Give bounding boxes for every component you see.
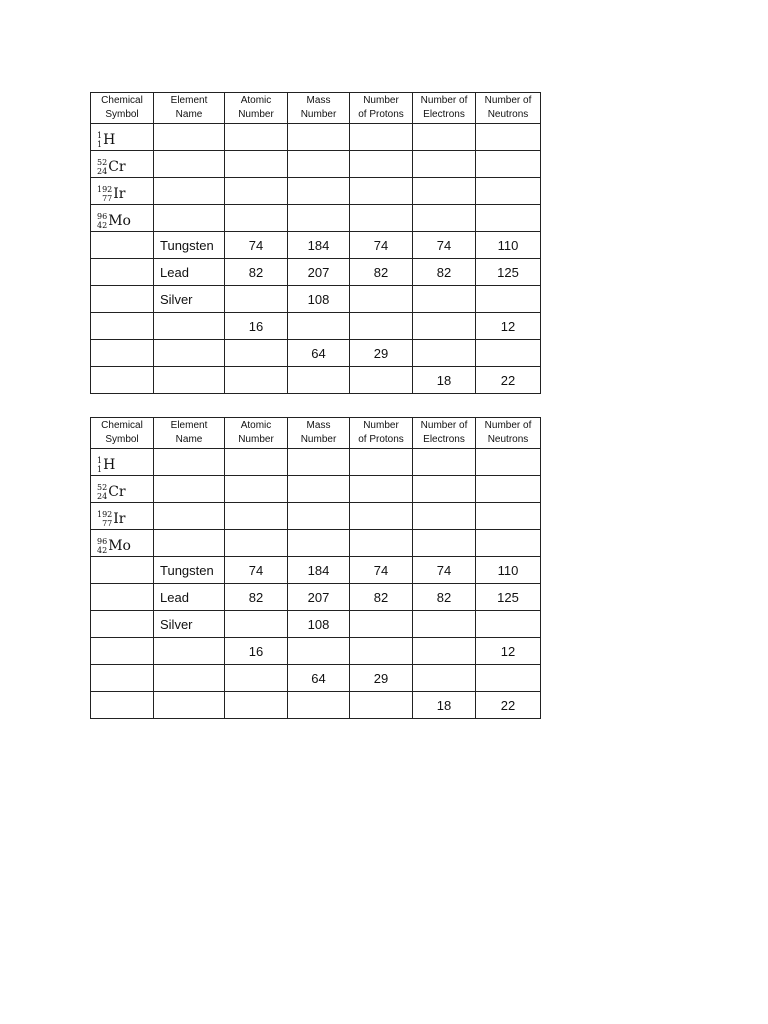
atomic-number-subscript: 24 [97,491,108,501]
atomic-number-subscript: 42 [97,220,108,230]
element-name-cell: Silver [154,611,225,638]
atomic-number-cell[interactable] [225,503,288,530]
mass-number-cell: 184 [288,557,350,584]
chemical-symbol-cell[interactable] [91,313,154,340]
table-row [91,232,541,259]
electrons-cell[interactable] [413,638,476,665]
header-chemical-symbol: Chemical Symbol [91,418,154,449]
element-name-cell: Lead [154,584,225,611]
atomic-number-cell: 16 [225,313,288,340]
header-chemical-symbol: Chemical Symbol [91,93,154,124]
chemical-symbol-cell [91,205,154,232]
electrons-cell[interactable] [413,449,476,476]
protons-cell[interactable] [350,367,413,394]
element-name-cell[interactable] [154,692,225,719]
mass-number-cell: 64 [288,665,350,692]
chemical-symbol-cell[interactable] [91,611,154,638]
mass-number-cell[interactable] [288,124,350,151]
table-row [91,313,541,340]
element-name-cell[interactable] [154,340,225,367]
mass-number-superscript: 52 [97,157,108,167]
header-row [91,418,541,449]
nuclide-notation [97,537,131,555]
electrons-cell[interactable] [413,151,476,178]
protons-cell: 82 [350,259,413,286]
chemical-symbol-cell [91,151,154,178]
electrons-cell[interactable] [413,313,476,340]
element-symbol: Mo [108,537,131,554]
protons-cell: 29 [350,340,413,367]
atomic-number-cell[interactable] [225,205,288,232]
electrons-cell: 82 [413,259,476,286]
header-number-of-electrons: Number of Electrons [413,93,476,124]
mass-number-superscript: 96 [97,536,108,546]
nuclide-notation [97,456,115,474]
mass-number-cell[interactable] [288,476,350,503]
element-name-cell: Tungsten [154,232,225,259]
mass-number-cell[interactable] [288,151,350,178]
neutrons-cell: 12 [476,638,541,665]
atomic-number-cell: 74 [225,232,288,259]
chemical-symbol-cell[interactable] [91,340,154,367]
element-name-cell[interactable] [154,503,225,530]
table-row [91,259,541,286]
chemical-symbol-cell [91,449,154,476]
atomic-number-subscript: 42 [97,545,108,555]
chemical-symbol-cell [91,476,154,503]
atomic-number-cell[interactable] [225,124,288,151]
protons-cell[interactable] [350,178,413,205]
table-row [91,611,541,638]
table-row [91,340,541,367]
neutrons-cell: 110 [476,232,541,259]
element-name-cell[interactable] [154,367,225,394]
protons-cell[interactable] [350,313,413,340]
element-name-cell: Lead [154,259,225,286]
element-name-cell[interactable] [154,665,225,692]
atomic-number-cell[interactable] [225,286,288,313]
header-atomic-number: Atomic Number [225,418,288,449]
neutrons-cell[interactable] [476,611,541,638]
mass-number-superscript: 96 [97,211,108,221]
electrons-cell: 18 [413,692,476,719]
neutrons-cell[interactable] [476,665,541,692]
atomic-number-cell[interactable] [225,449,288,476]
mass-number-cell[interactable] [288,178,350,205]
neutrons-cell: 125 [476,584,541,611]
header-number-of-neutrons: Number of Neutrons [476,93,541,124]
electrons-cell[interactable] [413,503,476,530]
atomic-number-cell[interactable] [225,530,288,557]
neutrons-cell[interactable] [476,449,541,476]
mass-number-cell[interactable] [288,367,350,394]
nuclide-notation [97,131,115,149]
nuclide-notation [97,483,126,501]
mass-number-cell: 108 [288,286,350,313]
atomic-number-cell: 82 [225,584,288,611]
chemical-symbol-cell [91,503,154,530]
header-atomic-number: Atomic Number [225,93,288,124]
header-mass-number: Mass Number [288,93,350,124]
mass-number-cell[interactable] [288,313,350,340]
element-symbol: Ir [113,185,126,202]
element-symbol: Ir [113,510,126,527]
mass-number-cell[interactable] [288,205,350,232]
atomic-number-cell[interactable] [225,692,288,719]
chemical-symbol-cell [91,530,154,557]
electrons-cell[interactable] [413,286,476,313]
neutrons-cell[interactable] [476,178,541,205]
protons-cell: 74 [350,232,413,259]
header-number-of-electrons: Number of Electrons [413,418,476,449]
neutrons-cell[interactable] [476,205,541,232]
protons-cell: 29 [350,665,413,692]
table-row [91,205,541,232]
element-symbol: H [103,131,116,148]
protons-cell[interactable] [350,286,413,313]
table-row [91,449,541,476]
electrons-cell: 74 [413,232,476,259]
electrons-cell: 82 [413,584,476,611]
protons-cell: 74 [350,557,413,584]
atomic-number-cell[interactable] [225,178,288,205]
table-row [91,124,541,151]
electrons-cell[interactable] [413,178,476,205]
atomic-number-cell[interactable] [225,367,288,394]
table-row [91,503,541,530]
atomic-number-subscript: 1 [97,464,103,474]
mass-number-superscript: 192 [97,509,113,519]
element-symbol: Cr [108,483,126,500]
protons-cell[interactable] [350,124,413,151]
protons-cell[interactable] [350,449,413,476]
neutrons-cell: 22 [476,367,541,394]
neutrons-cell[interactable] [476,476,541,503]
nuclide-notation [97,185,126,203]
electrons-cell[interactable] [413,665,476,692]
chemical-symbol-cell[interactable] [91,584,154,611]
mass-number-superscript: 1 [97,130,103,140]
protons-cell[interactable] [350,611,413,638]
mass-number-superscript: 192 [97,184,113,194]
chemical-symbol-cell[interactable] [91,665,154,692]
electrons-cell[interactable] [413,530,476,557]
mass-number-cell: 184 [288,232,350,259]
electrons-cell[interactable] [413,124,476,151]
chemical-symbol-cell[interactable] [91,232,154,259]
protons-cell[interactable] [350,530,413,557]
atomic-number-cell[interactable] [225,476,288,503]
nuclide-notation [97,158,126,176]
table-row [91,638,541,665]
mass-number-cell: 64 [288,340,350,367]
header-row [91,93,541,124]
mass-number-cell[interactable] [288,692,350,719]
element-name-cell[interactable] [154,124,225,151]
table-row [91,286,541,313]
element-name-cell[interactable] [154,449,225,476]
atomic-number-subscript: 24 [97,166,108,176]
chemical-symbol-cell[interactable] [91,557,154,584]
mass-number-cell: 207 [288,259,350,286]
protons-cell[interactable] [350,692,413,719]
neutrons-cell[interactable] [476,124,541,151]
atomic-number-cell: 74 [225,557,288,584]
chemical-symbol-cell [91,124,154,151]
table-row [91,178,541,205]
chemical-symbol-cell[interactable] [91,638,154,665]
protons-cell[interactable] [350,476,413,503]
mass-number-cell[interactable] [288,449,350,476]
atomic-number-cell[interactable] [225,151,288,178]
header-element-name: Element Name [154,418,225,449]
nuclide-notation [97,510,126,528]
protons-cell[interactable] [350,205,413,232]
electrons-cell[interactable] [413,340,476,367]
neutrons-cell[interactable] [476,286,541,313]
atomic-number-subscript: 77 [102,518,113,528]
neutrons-cell[interactable] [476,530,541,557]
mass-number-cell: 207 [288,584,350,611]
electrons-cell[interactable] [413,476,476,503]
electrons-cell[interactable] [413,611,476,638]
mass-number-cell: 108 [288,611,350,638]
neutrons-cell[interactable] [476,340,541,367]
nuclide-notation [97,212,131,230]
element-name-cell: Tungsten [154,557,225,584]
element-symbol: Cr [108,158,126,175]
neutrons-cell: 22 [476,692,541,719]
protons-cell[interactable] [350,151,413,178]
element-name-cell[interactable] [154,151,225,178]
atomic-number-cell: 82 [225,259,288,286]
element-table-2 [90,417,541,719]
header-number-of-protons: Number of Protons [350,93,413,124]
element-name-cell: Silver [154,286,225,313]
atomic-number-cell: 16 [225,638,288,665]
element-name-cell[interactable] [154,313,225,340]
element-name-cell[interactable] [154,205,225,232]
element-name-cell[interactable] [154,476,225,503]
element-table-1 [90,92,541,394]
atomic-number-cell[interactable] [225,665,288,692]
element-name-cell[interactable] [154,178,225,205]
element-symbol: Mo [108,212,131,229]
chemical-symbol-cell[interactable] [91,259,154,286]
table-row [91,557,541,584]
chemical-symbol-cell[interactable] [91,286,154,313]
atomic-number-subscript: 77 [102,193,113,203]
neutrons-cell[interactable] [476,503,541,530]
table-row [91,530,541,557]
protons-cell: 82 [350,584,413,611]
table-row [91,476,541,503]
chemical-symbol-cell [91,178,154,205]
mass-number-cell[interactable] [288,503,350,530]
element-symbol: H [103,456,116,473]
header-number-of-protons: Number of Protons [350,418,413,449]
element-name-cell[interactable] [154,638,225,665]
neutrons-cell[interactable] [476,151,541,178]
mass-number-superscript: 1 [97,455,103,465]
header-element-name: Element Name [154,93,225,124]
table-row [91,584,541,611]
table-row [91,151,541,178]
atomic-number-subscript: 1 [97,139,103,149]
electrons-cell[interactable] [413,205,476,232]
table-row [91,665,541,692]
neutrons-cell: 110 [476,557,541,584]
element-name-cell[interactable] [154,530,225,557]
chemical-symbol-cell[interactable] [91,692,154,719]
atomic-number-cell[interactable] [225,340,288,367]
table-row [91,367,541,394]
table-row [91,692,541,719]
header-mass-number: Mass Number [288,418,350,449]
electrons-cell: 18 [413,367,476,394]
protons-cell[interactable] [350,638,413,665]
electrons-cell: 74 [413,557,476,584]
neutrons-cell: 125 [476,259,541,286]
protons-cell[interactable] [350,503,413,530]
chemical-symbol-cell[interactable] [91,367,154,394]
mass-number-cell[interactable] [288,638,350,665]
mass-number-superscript: 52 [97,482,108,492]
header-number-of-neutrons: Number of Neutrons [476,418,541,449]
atomic-number-cell[interactable] [225,611,288,638]
neutrons-cell: 12 [476,313,541,340]
mass-number-cell[interactable] [288,530,350,557]
